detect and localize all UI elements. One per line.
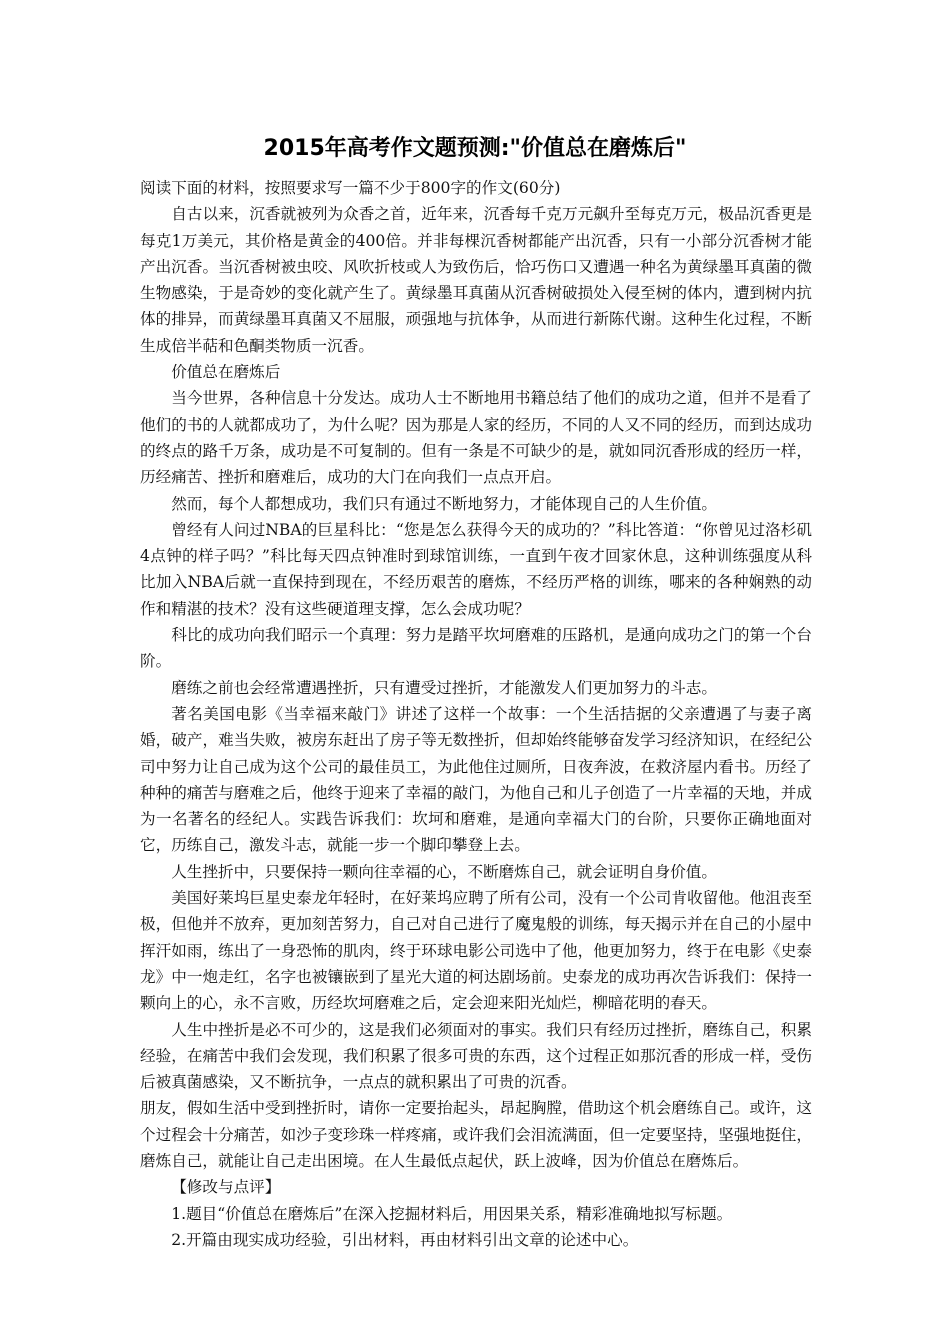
- body-paragraph: 磨练之前也会经常遭遇挫折，只有遭受过挫折，才能激发人们更加努力的斗志。: [171, 678, 717, 697]
- body-paragraph: 1.题目“价值总在磨炼后”在深入挖掘材料后，用因果关系，精彩准确地拟写标题。: [171, 1204, 733, 1223]
- body-paragraph: 自古以来，沉香就被列为众香之首，近年来，沉香每千克万元飙升至每克万元，极品沉香更是每克1万美元，其价格是黄金的400倍。并非每棵沉香树都能产出沉香，只有一小部分沉香树才能产出沉香。当沉香树被虫咬、风吹折枝或人为致伤后，恰巧伤口又遭遇一种名为黄绿墨耳真菌的微生物感染，于是奇妙的变化就产生了。黄绿墨耳真菌从沉香树破损处入侵至树的体内，遭到树内抗体的排异，而黄绿墨耳真菌又不屈服，顽强地与抗体争，从而进行新陈代谢。这种生化过程，不断生成倍半萜和色酮类物质一沉香。: [140, 205, 812, 355]
- body-paragraph: 著名美国电影《当幸福来敲门》讲述了这样一个故事：一个生活拮据的父亲遭遇了与妻子离婚，破产，难当失败，被房东赶出了房子等无数挫折，但却始终能够奋发学习经济知识，在经纪公司中努力让自己成为这个公司的最佳员工，为此他住过厕所，日夜奔波，在救济屋内看书。历经了种种的痛苦与磨难之后，他终于迎来了幸福的敲门，为他自己和儿子创造了一片幸福的天地，并成为一名著名的经纪人。实践告诉我们：坎坷和磨难，是通向幸福大门的台阶，只要你正确地面对它，历练自己，激发斗志，就能一步一个脚印攀登上去。: [140, 704, 812, 855]
- body-paragraph: 曾经有人问过NBA的巨星科比：“您是怎么获得今天的成功的？”科比答道：“你曾见过洛杉矶4点钟的样子吗？”科比每天四点钟准时到球馆训练，一直到午夜才回家休息，这种训练强度从科比加入NBA后就一直保持到现在，不经历艰苦的磨炼，不经历严格的训练，哪来的各种娴熟的动作和精湛的技术？没有这些硬道理支撑，怎么会成功呢？: [140, 520, 812, 618]
- body-paragraph: 人生中挫折是必不可少的，这是我们必须面对的事实。我们只有经历过挫折，磨练自己，积累经验，在痛苦中我们会发现，我们积累了很多可贵的东西，这个过程正如那沉香的形成一样，受伤后被真菌感染，又不断抗争，一点点的就积累出了可贵的沉香。: [140, 1020, 812, 1092]
- body-paragraph: 【修改与点评】: [171, 1178, 281, 1197]
- body-paragraph: 当今世界，各种信息十分发达。成功人士不断地用书籍总结了他们的成功之道，但并不是看了他们的书的人就都成功了，为什么呢？因为那是人家的经历，不同的人又不同的经历，而到达成功的终点的路千万条，成功是不可复制的。但有一条是不可缺少的是，就如同沉香形成的经历一样，历经痛苦、挫折和磨难后，成功的大门在向我们一点点开启。: [140, 389, 812, 487]
- body-paragraph: 阅读下面的材料，按照要求写一篇不少于800字的作文(60分): [140, 179, 561, 197]
- body-paragraph: 2.开篇由现实成功经验，引出材料，再由材料引出文章的论述中心。: [171, 1230, 639, 1249]
- body-paragraph: 人生挫折中，只要保持一颗向往幸福的心，不断磨炼自己，就会证明自身价值。: [171, 862, 717, 881]
- document-title: 2015年高考作文题预测:"价值总在磨炼后": [263, 136, 687, 161]
- body-paragraph: 美国好莱坞巨星史泰龙年轻时，在好莱坞应聘了所有公司，没有一个公司肯收留他。他沮丧至极，但他并不放弃，更加刻苦努力，自己对自己进行了魔鬼般的训练，每天揭示并在自己的小屋中挥汗如雨，练出了一身恐怖的肌肉，终于环球电影公司选中了他，他更加努力，终于在电影《史泰龙》中一炮走红，名字也被镶嵌到了星光大道的柯达剧场前。史泰龙的成功再次告诉我们：保持一颗向上的心，永不言败，历经坎坷磨难之后，定会迎来阳光灿烂，柳暗花明的春天。: [140, 889, 812, 1013]
- body-paragraph: 科比的成功向我们昭示一个真理：努力是踏平坎坷磨难的压路机，是通向成功之门的第一个台阶。: [140, 626, 812, 671]
- body-paragraph: 朋友，假如生活中受到挫折时，请你一定要抬起头，昂起胸膛，借助这个机会磨练自己。或许，这个过程会十分痛苦，如沙子变珍珠一样疼痛，或许我们会泪流满面，但一定要坚持，坚强地挺住，磨炼自己，就能让自己走出困境。在人生最低点起伏，跃上波峰，因为价值总在磨炼后。: [140, 1099, 812, 1170]
- document-body: [140, 175, 812, 1253]
- body-paragraph: 价值总在磨炼后: [171, 363, 281, 382]
- body-paragraph: 然而，每个人都想成功，我们只有通过不断地努力，才能体现自己的人生价值。: [171, 494, 717, 513]
